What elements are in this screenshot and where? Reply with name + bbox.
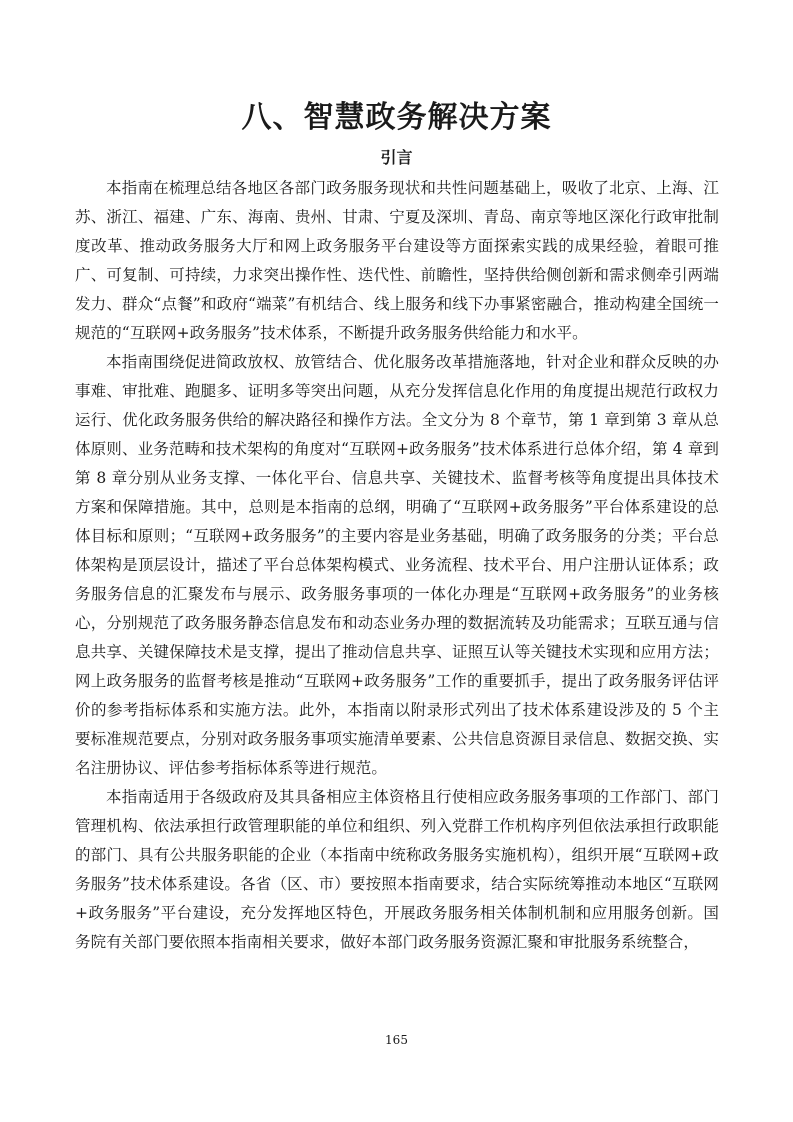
section-subtitle: 引言 [380, 148, 413, 167]
paragraph-1: 本指南在梳理总结各地区各部门政务服务现状和共性问题基础上，吸收了北京、上海、江苏、浙江、福建、广东、海南、贵州、甘肃、宁夏及深圳、青岛、南京等地区深化行政审批制度改革、推动政务服务大厅和网上政务服务平台建设等方面探索实践的成果经验，着眼可推广、可复制、可持续，力求突出操作性、迭代性、前瞻性，坚持供给侧创新和需求侧牵引两端发力、群众“点餐”和政府“端菜”有机结合、线上服务和线下办事紧密融合，推动构建全国统一规范的“互联网+政务服务”技术体系，不断提升政务服务供给能力和水平。 [75, 179, 719, 342]
document-body [75, 174, 719, 957]
page-title: 八、智慧政务解决方案 [241, 100, 552, 135]
page-number: 165 [385, 1033, 408, 1047]
paragraph-3: 本指南适用于各级政府及其具备相应主体资格且行使相应政务服务事项的工作部门、部门管理机构、依法承担行政管理职能的单位和组织、列入党群工作机构序列但依法承担行政职能的部门、具有公共服务职能的企业（本指南中统称政务服务实施机构），组织开展“互联网+政务服务”技术体系建设。各省（区、市）要按照本指南要求，结合实际统筹推动本地区“互联网+政务服务”平台建设，充分发挥地区特色，开展政务服务相关体制机制和应用服务创新。国务院有关部门要依照本指南相关要求，做好本部门政务服务资源汇聚和审批服务系统整合， [75, 788, 719, 951]
paragraph-2: 本指南围绕促进简政放权、放管结合、优化服务改革措施落地，针对企业和群众反映的办事难、审批难、跑腿多、证明多等突出问题，从充分发挥信息化作用的角度提出规范行政权力运行、优化政务服务供给的解决路径和操作方法。全文分为 8 个章节，第 1 章到第 3 章从总体原则、业务范畴和技术架构的角度对“互联网+政务服务”技术体系进行总体介绍，第 4 章到第 8 章分别从业务支撑、一体化平台、信息共享、关键技术、监督考核等角度提出具体技术方案和保障措施。其中，总则是本指南的总纲，明确了“互联网+政务服务”平台体系建设的总体目标和原则；“互联网+政务服务”的主要内容是业务基础，明确了政务服务的分类；平台总体架构是顶层设计，描述了平台总体架构模式、业务流程、技术平台、用户注册认证体系；政务服务信息的汇聚发布与展示、政务服务事项的一体化办理是“互联网+政务服务”的业务核心，分别规范了政务服务静态信息发布和动态业务办理的数据流转及功能需求；互联互通与信息共享、关键保障技术是支撑，提出了推动信息共享、证照互认等关键技术实现和应用方法；网上政务服务的监督考核是推动“互联网+政务服务”工作的重要抓手，提出了政务服务评估评价的参考指标体系和实施方法。此外，本指南以附录形式列出了技术体系建设涉及的 5 个主要标准规范要点，分别对政务服务事项实施清单要素、公共信息资源目录信息、数据交换、实名注册协议、评估参考指标体系等进行规范。 [75, 353, 719, 777]
